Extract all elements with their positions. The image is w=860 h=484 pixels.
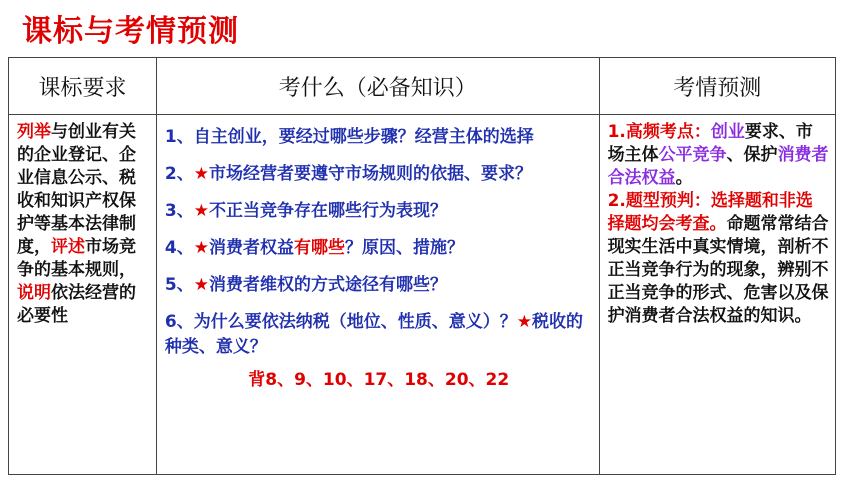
highlight-fair-competition: 公平竞争 (658, 145, 727, 165)
question-2 (165, 162, 593, 187)
curriculum-requirements (9, 115, 157, 475)
star-icon: ★ (193, 275, 209, 295)
requirement-text-2: 市场竞争的基本规则， (17, 237, 136, 280)
star-icon: ★ (193, 201, 209, 221)
requirement-text-3: 依法经营的必要性 (17, 283, 136, 326)
question-text: ？原因、措施？ (344, 238, 464, 258)
star-icon: ★ (516, 312, 532, 332)
question-highlight: 有哪些 (293, 238, 345, 258)
forecast-text: 命题常常结合现实生活中真实情境，剖析不正当竞争行为的现象，辨别不正当竞争的形式、危害以及保护消费者合法权益的知识。 (607, 214, 829, 326)
question-5 (165, 273, 593, 298)
header-knowledge: 考什么（必备知识） (156, 58, 599, 115)
requirement-text-1: 与创业有关的企业登记、企业信息公示、税收和知识产权保护等基本法律制度， (17, 122, 136, 257)
header-forecast: 考情预测 (599, 58, 835, 115)
question-text: 6、为什么要依法纳税（地位、性质、意义）？ (164, 312, 517, 332)
question-1: 1、自主创业，要经过哪些步骤？经营主体的选择 (164, 127, 534, 147)
forecast-label-1: 1.高频考点： (607, 122, 711, 142)
verb-explain: 说明 (17, 283, 51, 303)
forecast-text: 要求、市场主体 (607, 122, 813, 165)
question-text: 消费者维权的方式途径有哪些？ (208, 275, 447, 295)
curriculum-table (8, 57, 836, 475)
page-title: 课标与考情预测 (22, 14, 239, 49)
question-text: 不正当竞争存在哪些行为表现？ (208, 201, 447, 221)
forecast-text: 。 (675, 168, 693, 188)
star-icon: ★ (193, 238, 209, 258)
highlight-consumer-rights: 消费者合法权益 (607, 145, 829, 188)
forecast-label-2: 2.题型预判：选择题和非选择题均会考查。 (607, 191, 813, 234)
question-number: 5、 (164, 275, 194, 295)
question-text: 税收的种类、意义？ (164, 312, 583, 357)
table-header-row (9, 58, 836, 115)
highlight-entrepreneurship: 创业 (710, 122, 745, 142)
forecast-text: 、保护 (726, 145, 778, 165)
table-body-row (9, 115, 836, 475)
verb-list: 列举 (17, 122, 51, 142)
exam-forecast (599, 115, 835, 475)
question-text: 消费者权益 (208, 238, 294, 258)
memorize-reference: 背8、9、10、17、18、20、22 (248, 370, 510, 390)
question-number: 4、 (164, 238, 194, 258)
star-icon: ★ (193, 164, 209, 184)
question-4 (165, 236, 593, 261)
knowledge-points (156, 115, 599, 475)
header-curriculum: 课标要求 (9, 58, 157, 115)
question-6 (165, 310, 593, 360)
question-number: 2、 (164, 164, 194, 184)
question-text: 市场经营者要遵守市场规则的依据、要求？ (208, 164, 532, 184)
question-3 (165, 199, 593, 224)
verb-review: 评述 (51, 237, 85, 257)
question-number: 3、 (164, 201, 194, 221)
